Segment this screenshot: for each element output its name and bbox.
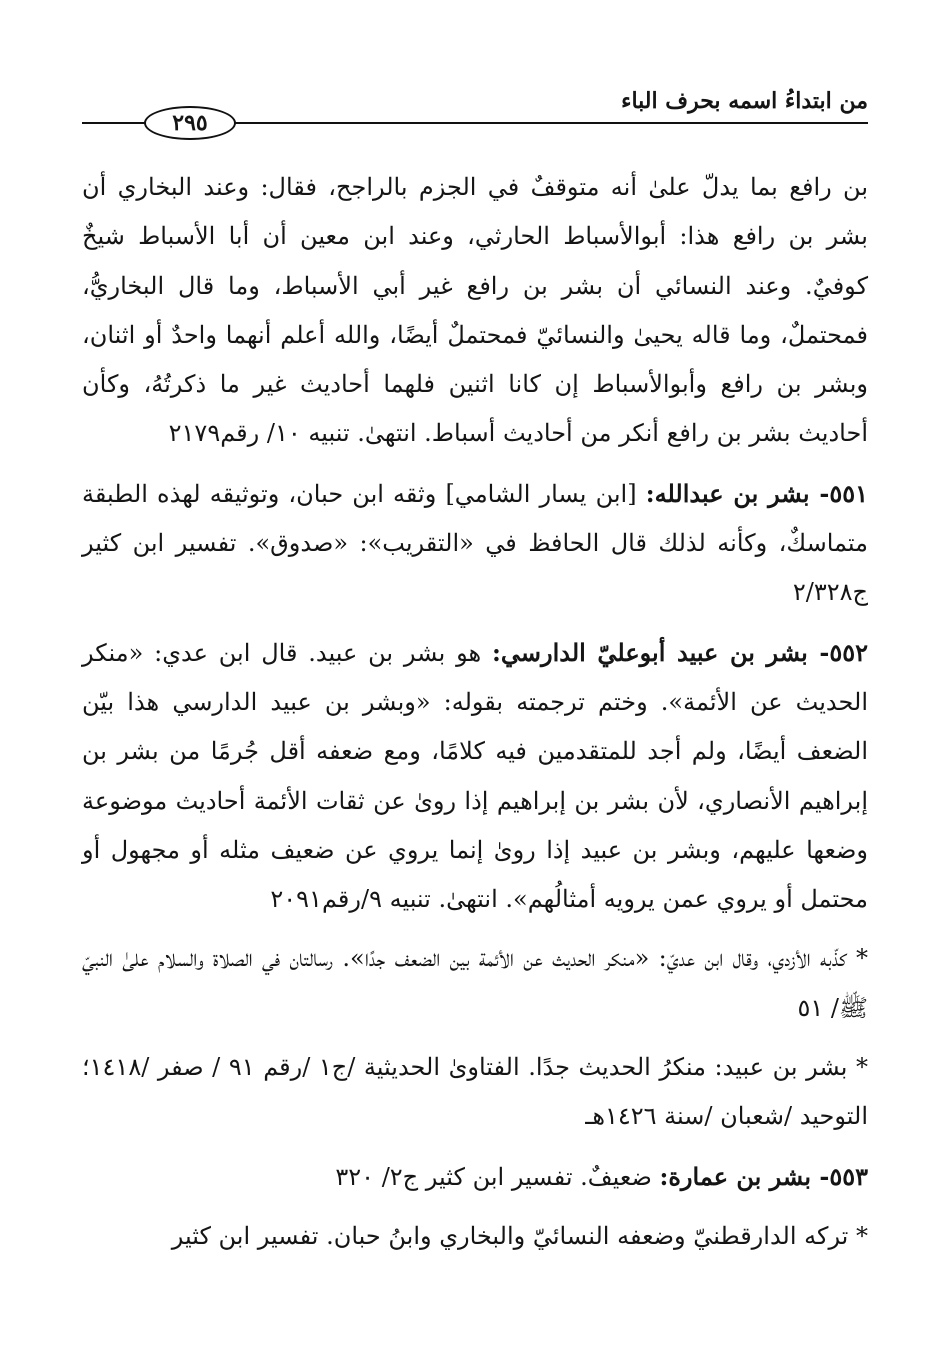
page-body [82, 163, 868, 1261]
entry-553 [82, 1152, 868, 1202]
entry-553-text: ضعيفٌ. تفسير ابن كثير ج٢/ ٣٢٠ [335, 1162, 652, 1191]
chapter-title: من ابتداءُ اسمه بحرف الباء [621, 88, 868, 114]
entry-552 [82, 628, 868, 925]
page-number: ٢٩٥ [144, 106, 236, 140]
note-553: * تركه الدارقطنيّ وضعفه النسائيّ والبخاري وابنُ حبان. تفسير ابن كثير [171, 1221, 868, 1250]
entry-551-title: ٥٥١- بشر بن عبدالله: [645, 478, 868, 508]
note-552-a: * كذّبه الأزدي، وقال ابن عديّ: «منكر الحديث عن الأئمة بين الضعف جدًا». رسالتان في الصلاة والسلام علىٰ النبيّ ﷺ/ ٥١ [82, 944, 868, 1022]
entry-552-title: ٥٥٢- بشر بن عبيد أبوعليّ الدارسي: [492, 637, 868, 667]
paragraph-continuation: بن رافع بما يدلّ علىٰ أنه متوقفٌ في الجزم بالراجح، فقال: وعند البخاري أن بشر بن رافع هذا: أبوالأسباط الحارثي، وعند ابن معين أن أبا الأسباط شيخٌ كوفيٌ. وعند النسائي أن بشر بن رافع غير أبي الأسباط، وما قال البخاريُّ، فمحتملٌ، وما قاله يحيىٰ والنسائيّ فمحتملٌ أيضًا، والله أعلم أنهما واحدٌ أو اثنان، وبشر بن رافع وأبوالأسباط إن كانا اثنين فلهما أحاديث غير ما ذكرتُهُ، وكأن أحاديث بشر بن رافع أنكر من أحاديث أسباط. انتهىٰ. تنبيه ١٠/ رقم٢١٧٩ [82, 173, 868, 448]
note-552-b: * بشر بن عبيد: منكرُ الحديث جدًا. الفتاوىٰ الحديثية /ج١ /رقم ٩١ / صفر /١٤١٨؛ التوحيد /شعبان /سنة ١٤٢٦هـ [82, 1053, 868, 1131]
running-header [82, 82, 868, 142]
entry-551-text: [ابن يسار الشامي] وثقه ابن حبان، وتوثيقه لهذه الطبقة متماسكٌ، وكأنه لذلك قال الحافظ في «التقريب»: «صدوق». تفسير ابن كثير ج٢/٣٢٨ [82, 479, 868, 607]
entry-551 [82, 469, 868, 618]
entry-553-title: ٥٥٣- بشر بن عمارة: [659, 1161, 868, 1191]
entry-552-text: هو بشر بن عبيد. قال ابن عدي: «منكر الحديث عن الأئمة». وختم ترجمته بقوله: «وبشر بن عبيد الدارسي هذا بيّن الضعف أيضًا، ولم أجد للمتقدمين فيه كلامًا، ومع ضعفه أقل جُرمًا من بشر بن إبراهيم الأنصاري، لأن بشر بن إبراهيم إذا روىٰ عن ثقات الأئمة أحاديث موضوعة وضعها عليهم، وبشر بن عبيد إذا روىٰ إنما يروي عن ضعيف مثله أو مجهول أو محتمل أو يروي عمن يرويه أمثالُهم». انتهىٰ. تنبيه ٩/رقم٢٠٩١ [82, 638, 868, 914]
